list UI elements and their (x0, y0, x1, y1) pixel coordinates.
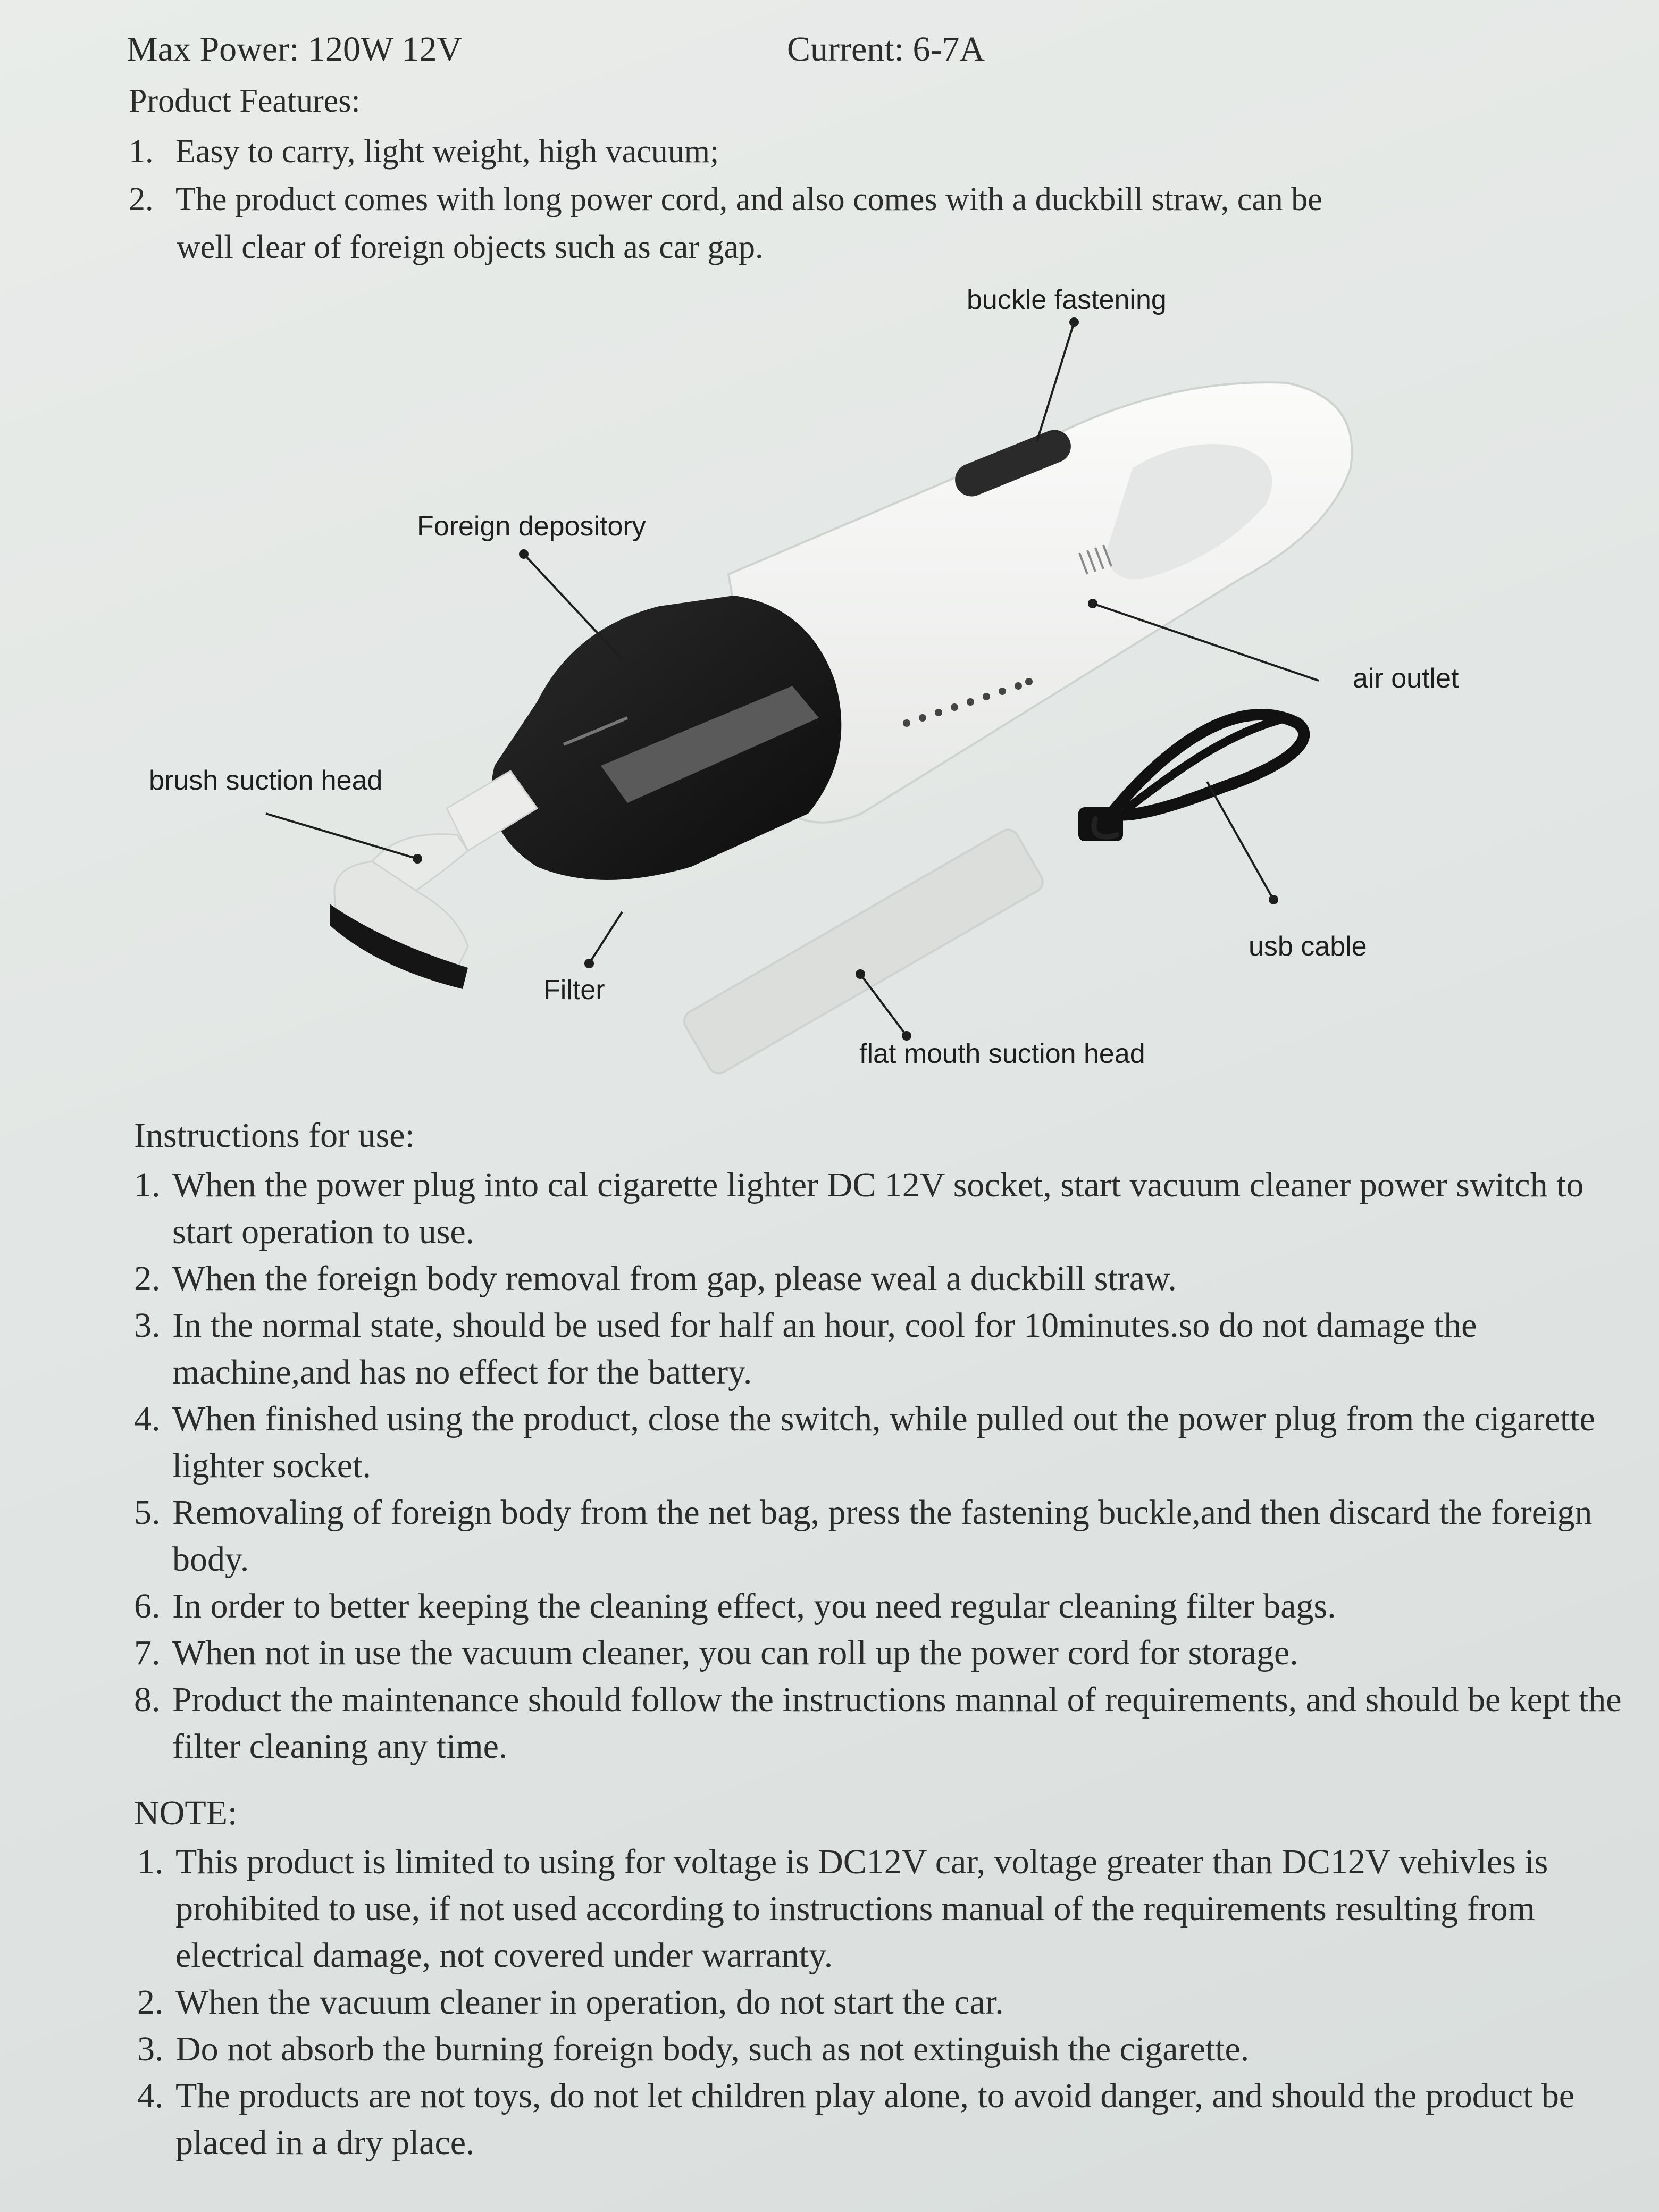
item-number: 1. (134, 1166, 161, 1204)
feature-item-2-continued: well clear of foreign objects such as car gap. (177, 229, 764, 265)
feature-text: Easy to carry, light weight, high vacuum; (175, 133, 719, 170)
label-air-outlet: air outlet (1353, 663, 1459, 694)
item-text: Do not absorb the burning foreign body, such as not extinguish the cigarette. (175, 2030, 1250, 2068)
features-title: Product Features: (129, 83, 361, 119)
list-item (137, 2026, 1642, 2073)
max-power-spec: Max Power: 120W 12V (127, 30, 463, 69)
item-number: 5. (134, 1493, 161, 1532)
list-item (134, 1677, 1639, 1770)
item-text: When the vacuum cleaner in operation, do not start the car. (175, 1983, 1004, 2022)
list-item (137, 2073, 1642, 2166)
label-foreign-depository: Foreign depository (417, 511, 646, 542)
item-text: The products are not toys, do not let children play alone, to avoid danger, and should the product be placed in a dry place. (175, 2076, 1575, 2162)
item-text: Removaling of foreign body from the net bag, press the fastening buckle,and then discard the foreign body. (172, 1493, 1593, 1579)
list-item (134, 1302, 1639, 1396)
list-item (134, 1162, 1639, 1255)
item-number: 2. (134, 1259, 161, 1298)
note-title: NOTE: (134, 1794, 238, 1832)
feature-number: 1. (129, 133, 154, 170)
instructions-title: Instructions for use: (134, 1116, 415, 1155)
label-buckle-fastening: buckle fastening (967, 284, 1167, 315)
list-item (137, 1839, 1642, 1979)
brush-suction-head-icon (330, 771, 537, 989)
item-number: 6. (134, 1587, 161, 1626)
item-text: When the foreign body removal from gap, please weal a duckbill straw. (172, 1259, 1177, 1298)
label-brush-suction-head: brush suction head (149, 765, 383, 796)
item-number: 4. (137, 2076, 164, 2115)
feature-item-2 (129, 181, 1322, 219)
instructions-list (134, 1162, 1639, 1770)
label-flat-mouth-suction-head: flat mouth suction head (859, 1038, 1145, 1069)
item-text: When finished using the product, close the switch, while pulled out the power plug from the cigarette lighter socket. (172, 1400, 1595, 1485)
list-item (134, 1583, 1639, 1630)
item-text: In order to better keeping the cleaning effect, you need regular cleaning filter bags. (172, 1587, 1336, 1626)
feature-number: 2. (129, 181, 154, 217)
foreign-depository-icon (491, 596, 842, 880)
product-diagram (0, 276, 1659, 1095)
item-number: 1. (137, 1842, 164, 1881)
item-text: In the normal state, should be used for half an hour, cool for 10minutes.so do not damage the machine,and has no effect for the battery. (172, 1306, 1477, 1392)
list-item (134, 1489, 1639, 1583)
list-item (137, 1979, 1642, 2026)
usb-cable-icon (1079, 715, 1304, 840)
note-list (137, 1839, 1642, 2166)
item-number: 2. (137, 1983, 164, 2022)
feature-item-1 (129, 133, 719, 171)
item-text: This product is limited to using for voltage is DC12V car, voltage greater than DC12V vehivles is prohibited to use, if not used according to instructions manual of the requirements resulting from electrical damage, not covered under warranty. (175, 1842, 1548, 1975)
item-text: When the power plug into cal cigarette lighter DC 12V socket, start vacuum cleaner power switch to start operation to use. (172, 1166, 1584, 1251)
list-item (134, 1255, 1639, 1302)
item-number: 3. (137, 2030, 164, 2068)
item-number: 7. (134, 1633, 161, 1672)
label-filter: Filter (543, 975, 605, 1006)
current-spec: Current: 6-7A (787, 30, 985, 69)
list-item (134, 1396, 1639, 1489)
item-number: 8. (134, 1680, 161, 1719)
item-number: 4. (134, 1400, 161, 1438)
feature-text: The product comes with long power cord, and also comes with a duckbill straw, can be (175, 181, 1322, 217)
item-text: When not in use the vacuum cleaner, you can roll up the power cord for storage. (172, 1633, 1298, 1672)
label-usb-cable: usb cable (1249, 931, 1367, 962)
item-text: Product the maintenance should follow the instructions mannal of requirements, and should be kept the filter cleaning any time. (172, 1680, 1622, 1766)
list-item (134, 1630, 1639, 1677)
item-number: 3. (134, 1306, 161, 1345)
